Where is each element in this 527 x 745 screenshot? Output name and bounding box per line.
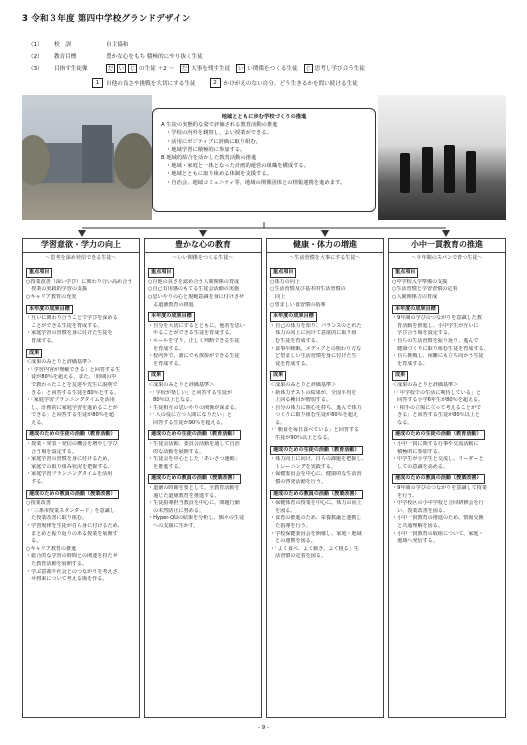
column-title: 豊かな心の教育 — [145, 239, 261, 253]
section-line: ○生活習慣と学習習慣の定着 — [392, 286, 458, 293]
column-heart — [144, 238, 262, 718]
section-line: た教育活動を展開する。 — [26, 560, 88, 567]
section-line: ・小中一貫教育の取組について、家庭・ — [392, 530, 484, 537]
section-line: ＜成果のみとりと評価基準＞ — [270, 381, 337, 388]
column-title: 小中一貫教育の推進 — [389, 239, 505, 253]
summary-num: （1） — [28, 42, 43, 48]
action-text: 自他の良さや挑戦を大切にする生徒 — [106, 81, 196, 87]
section-line: ・9年間の学びのつながりを意識して授業 — [392, 485, 487, 492]
section-line: への支援に生かす。 — [148, 523, 199, 529]
section-line: ○授業改善（深い学び）に関わり合い高め合う — [26, 278, 133, 285]
section-line: ・体力向上に向け、自らの課題を把握し、 — [270, 456, 367, 463]
column-subtitle: ～９年間のスパンで育つ生徒～ — [411, 254, 483, 261]
pillar-columns — [22, 238, 506, 718]
goal-item — [236, 64, 297, 73]
section-tag: 達成のための生徒の活動（教育活動） — [270, 446, 363, 456]
community-school-box — [152, 108, 376, 212]
section-line: ・小中一貫に関する行事や交流活動に — [392, 441, 479, 448]
summary-value: 豊かな心をもち 積極的にやり抜く生徒 — [106, 54, 203, 60]
summary-row — [28, 38, 508, 50]
summary-label: 教育目標 — [54, 54, 77, 60]
section-line: ・自らの生活習慣を振り返り、進んで — [392, 337, 479, 344]
section-line: ・中学生が小学生と交流し、リーダーと — [392, 456, 484, 463]
goal-letter-box: じ — [305, 65, 311, 72]
section-line: ・生徒会を中心とした「あいさつ運動」 — [148, 456, 240, 463]
section-line: 育成する。 — [26, 337, 57, 344]
section-tag: 成果 — [148, 371, 164, 381]
section-line: 地域へ発信する。 — [392, 538, 438, 545]
section-line: ・食事や睡眠、メディアとの関わり方な — [270, 345, 362, 352]
section-line: い、授業改善を図る。 — [392, 507, 449, 514]
section-line: を図る。 — [270, 507, 296, 514]
section-line: える。 — [26, 419, 47, 426]
center-box-line: B 地域的結合を活かした教育活動の推進 — [161, 155, 257, 162]
section-tag: 成果 — [26, 349, 42, 359]
section-line: 育活動を推進し、小中学生が互いに — [392, 322, 479, 329]
section-line: 活習慣の定着を図る。 — [270, 553, 327, 560]
section-line: を育成する。 — [392, 360, 428, 367]
section-tag: 達成のための教員の活動（授業改善） — [392, 474, 485, 484]
section-line: ・「中学校での生活に期待している」と — [392, 389, 482, 396]
center-box-line: ・地域・家庭と一体となった計画的運営の組織を構成する。 — [166, 163, 310, 170]
section-line: る。 — [26, 538, 42, 545]
section-line: 学び合う場を設定する。 — [392, 330, 454, 337]
section-line: 回答する小学6年生が80％を超える。 — [392, 397, 484, 404]
section-line: と共通理解を図る。 — [392, 523, 443, 529]
section-line: ・「人の役に立つ人間になりたい」と — [148, 412, 233, 419]
section-tag: 本年度の成果目標 — [270, 312, 317, 322]
section-tag: 本年度の成果目標 — [392, 305, 439, 315]
center-box-line: A 生徒の実態的な姿で評価される教育活動の推進 — [161, 122, 278, 129]
section-line: ＜成果のみとりと評価基準＞ — [148, 381, 215, 388]
section-line: ＜成果のみとりと評価基準＞ — [26, 359, 93, 366]
section-line: た授業改善に取り組む。 — [26, 515, 88, 522]
section-line: ・家庭学習の習慣を身に付けるため、 — [26, 456, 113, 463]
section-line: 向上 — [270, 293, 286, 300]
section-line: 的な活動を展開する。 — [148, 448, 205, 455]
section-line: ・保健委員会を中心に、健康的な生活習 — [270, 471, 362, 478]
section-line: ・自己の体力を知り、バランスのとれた — [270, 322, 362, 329]
section-line: ○生活習慣及び基本的生活習慣の — [270, 286, 346, 293]
column-title: 健康・体力の増進 — [267, 239, 383, 253]
section-line: 慣の啓発活動を行う。 — [270, 479, 327, 486]
column-title: 学習意欲・学力の向上 — [23, 239, 139, 253]
section-tag: 重点項目 — [392, 268, 418, 278]
section-line: ・校内外で、誰にでも挨拶ができる生徒 — [148, 353, 240, 360]
page-title: 3 令和３年度 第四中学校グランドデザイン — [22, 14, 191, 24]
section-line: む生徒を育成する。 — [270, 337, 321, 344]
section-line: ・道徳の時間を要として、全教育活動を — [148, 485, 240, 492]
section-tag: 成果 — [270, 371, 286, 381]
section-line: ○中学校入学準備の支援 — [392, 278, 448, 285]
section-tag: 達成のための教員の活動（授業改善） — [270, 490, 363, 500]
section-tag: 達成のための生徒の活動（教育活動） — [392, 430, 485, 440]
section-tag: 達成のための教員の活動（授業改善） — [148, 474, 241, 484]
section-line: を育成する。 — [148, 360, 184, 367]
section-line: ・9年間の学びのつながりを意識した教 — [392, 315, 482, 322]
section-line: ・自分を大切にするとともに、他者を思い — [148, 322, 245, 329]
section-line: ・学校保健委員会を開催し、家庭・地域 — [270, 530, 362, 537]
goal-text: の生徒 ＋2 ～ — [139, 66, 175, 72]
center-box-line: ・学校の内外を観察し、よい授業ができる。 — [166, 130, 272, 137]
goal-letter-box: じ — [129, 65, 136, 72]
summary-label: 目指す生徒像 — [54, 66, 88, 72]
section-line: ・新体力テストの結果が、全国平均を — [270, 389, 357, 396]
section-line: ・中学校区の小中学校と合同研修会を行 — [392, 500, 484, 507]
section-line: 通じた道徳教育を推進する。 — [148, 492, 220, 499]
section-line: ・食育の推進のため、栄養教諭と連携し — [270, 515, 362, 522]
section-line: つくりに取り組む生徒が80％を超え — [270, 412, 358, 419]
action-text: かけがえのない自分、どう生きるかを問い続ける生徒 — [223, 81, 358, 87]
section-tag: 本年度の成果目標 — [26, 305, 73, 315]
section-line: ・保健体育の授業を中心に、体力の向上 — [270, 500, 362, 507]
section-line: ・自ら挑戦し、困難にも立ち向かう生徒 — [392, 353, 484, 360]
section-line: トレーニングを実践する。 — [270, 463, 337, 470]
section-line: ・家庭学習プランニングタイムを活用 — [26, 471, 113, 478]
summary-block — [28, 38, 508, 74]
page-number: - 9 - — [258, 725, 269, 731]
section-line: ・生徒相互の思いやりの関係が深まる。 — [148, 404, 240, 411]
section-tag: 成果 — [392, 371, 408, 381]
column-subtitle: ～いい関係をつくる生徒～ — [172, 254, 234, 261]
section-line: ・「学習内容が理解できる」と回答する生 — [26, 366, 121, 373]
summary-row — [28, 50, 508, 62]
section-line: 家庭での取り組み状況を把握する。 — [26, 463, 113, 470]
section-line: を育成する。 — [148, 345, 184, 352]
section-line: 合う場を設定する。 — [26, 448, 77, 455]
goal-text: 大事を残す生徒 — [191, 66, 231, 72]
column-health — [266, 238, 384, 718]
goal-text: 思考し学び合う生徒 — [314, 66, 365, 72]
section-line: やることができる生徒を育成する。 — [148, 330, 235, 337]
section-tag: 達成のための教員の活動（授業改善） — [26, 490, 119, 500]
summary-num: （3） — [28, 66, 43, 72]
summary-num: （2） — [28, 54, 43, 60]
section-line: せ将来について考える場を作る。 — [26, 576, 108, 583]
section-line: ・「三条市授業スタンダード」を意識し — [26, 507, 115, 514]
action-num-box: 1 — [92, 78, 103, 88]
section-line: ○望ましい食習慣の指導 — [270, 301, 326, 308]
section-line: ・学ぶ意義や社会とのつながりを考えさ — [26, 568, 118, 575]
connector-arrows — [22, 222, 506, 238]
section-line: ・「家庭学習プランニングタイムを活用 — [26, 397, 115, 404]
section-line: なる。 — [392, 419, 413, 426]
section-line: ・「朝食を毎日食べている」と回答する — [270, 427, 360, 434]
section-line: 生徒が90％以上となる。 — [270, 435, 333, 442]
section-line: ○体力の向上 — [270, 278, 300, 285]
school-building-photo — [22, 95, 152, 220]
action-row — [92, 78, 358, 88]
column-elementary-junior — [388, 238, 506, 718]
section-line: ・ルールを守り、正しく判断できる生徒 — [148, 337, 240, 344]
section-line: 授業の実践的学習の支援 — [26, 286, 88, 293]
section-line: ＜成果のみとりと評価基準＞ — [392, 381, 459, 388]
section-line: る道徳教育の推進 — [148, 301, 194, 308]
goal-letter-box: い — [118, 65, 125, 72]
column-academic — [22, 238, 140, 718]
column-subtitle: ～思考を深め発信できる生徒～ — [45, 254, 117, 261]
section-line: ど望ましい生活習慣を身に付けた生 — [270, 353, 357, 360]
section-tag: 本年度の成果目標 — [148, 312, 195, 322]
section-tag: 重点項目 — [270, 268, 296, 278]
section-line: 体力の向上に向けて意欲的に取り組 — [270, 330, 357, 337]
section-line: 上回る種目が増加する。 — [270, 397, 332, 404]
goal-letter-box: だ — [107, 65, 114, 72]
section-line: との連携を図る。 — [270, 538, 316, 545]
section-line: ・家庭学習の習慣を身に付けた生徒を — [26, 330, 113, 337]
section-line: ことができる生徒を育成する。 — [26, 322, 103, 329]
summary-value: 自主協和 — [106, 42, 129, 48]
section-tag: 重点項目 — [148, 268, 174, 278]
section-line: する。 — [26, 479, 47, 486]
section-line: を行う。 — [392, 492, 418, 499]
section-line: 回答する生徒が90％を超える。 — [148, 419, 226, 426]
section-line: ・総合的な学習の時間との関連を持たせ — [26, 553, 118, 560]
section-line: ・学習規律を生徒が自ら身に付けるため、 — [26, 523, 123, 529]
section-line: ・互いに関わり合うことで学びを深める — [26, 315, 118, 322]
section-line: ○思いやりの心と規範意識を身に付けさせ — [148, 293, 245, 300]
section-line: 徒を育成する。 — [270, 360, 311, 367]
section-line: しての意識を高める。 — [392, 463, 449, 470]
section-line: ・授業・発表・発信の機会を増やし学び — [26, 441, 118, 448]
section-line: ・小中一貫教育の推進のため、情報交換 — [392, 515, 484, 522]
goal-letter-box: だ — [181, 65, 188, 72]
section-line: きる」と回答する生徒が80％以上と — [392, 412, 480, 419]
section-line: の未然防止に努める。 — [148, 507, 205, 514]
summary-row — [28, 62, 508, 74]
section-line: まとめと振り返りのある授業を展開す — [26, 530, 118, 537]
section-line: きる」と回答する生徒を80％とする。 — [26, 389, 120, 396]
section-line: ○人間関係力の育成 — [392, 293, 438, 300]
section-line: ○自他の良さを認め合う人間関係の育成 — [148, 278, 240, 285]
section-line: た指導を行う。 — [270, 523, 311, 529]
section-line: ・自分の体力に関心を持ち、進んで体力 — [270, 404, 362, 411]
center-box-line: ・地域学習に積極的に参加する。 — [166, 146, 246, 153]
section-line: 徒が80％を超える。また、「時間の中 — [26, 374, 117, 381]
section-line: ○キャリア教育の充実 — [26, 293, 77, 300]
center-box-line: ・活用にポジティブに評価に取り組む。 — [166, 138, 261, 145]
center-box-title: 地域とともに歩む学校づくりの推進 — [221, 114, 307, 120]
section-line: る。 — [270, 419, 286, 426]
goal-item — [180, 64, 230, 73]
section-line: ・生徒会活動、委員会活動を通して自治 — [148, 441, 240, 448]
center-box-line: ・自治会、地域コミュニティ等、地域の関係団体との情報連携を進めます。 — [166, 179, 346, 186]
goal-item — [106, 64, 174, 73]
center-box-line: ・地域とともに取り組める体制を支援する。 — [166, 171, 272, 178]
section-tag: 達成のための生徒の活動（教育活動） — [148, 430, 241, 440]
goal-item — [304, 64, 365, 73]
section-line: ○自己有用感のもてる生徒会活動の実施 — [148, 286, 240, 293]
section-line: ・「よく食べ、よく動き、よく寝る」生 — [270, 545, 359, 552]
section-line: できる」と回答する生徒が80％を超 — [26, 412, 114, 419]
section-tag: 重点項目 — [26, 268, 52, 278]
section-line: ・Hyper-QUの結果を分析し、個々の生徒 — [148, 515, 245, 522]
section-line: ・「学校が楽しい」と回答する生徒が — [148, 389, 233, 396]
section-line: 積極的に参加する。 — [392, 448, 443, 455]
section-line: を推進する。 — [148, 463, 184, 470]
section-line: 80％以上となる。 — [148, 397, 196, 404]
section-line: ○キャリア教育の推進 — [26, 545, 77, 552]
students-photo — [378, 95, 506, 220]
section-line: し、計画的に家庭学習を進めることが — [26, 404, 118, 411]
section-line: ・生徒指導担当教員を中心に、問題行動 — [148, 500, 240, 507]
section-line: 健康づくりに取り組む生徒を育成する。 — [392, 345, 489, 352]
section-tag: 達成のための生徒の活動（教育活動） — [26, 430, 119, 440]
summary-label: 校 訓 — [54, 42, 71, 48]
section-line: で教わったことを友達や先生に説明で — [26, 381, 118, 388]
section-line: ○授業改善 — [26, 500, 51, 507]
column-subtitle: ～生活習慣を大事にする生徒～ — [289, 254, 361, 261]
goal-text: い関係をつくる生徒 — [247, 66, 298, 72]
section-line: ・「相手の立場に立って考えることがで — [392, 404, 482, 411]
goal-letter-box: い — [237, 65, 244, 72]
action-num-box: 2 — [210, 78, 221, 88]
